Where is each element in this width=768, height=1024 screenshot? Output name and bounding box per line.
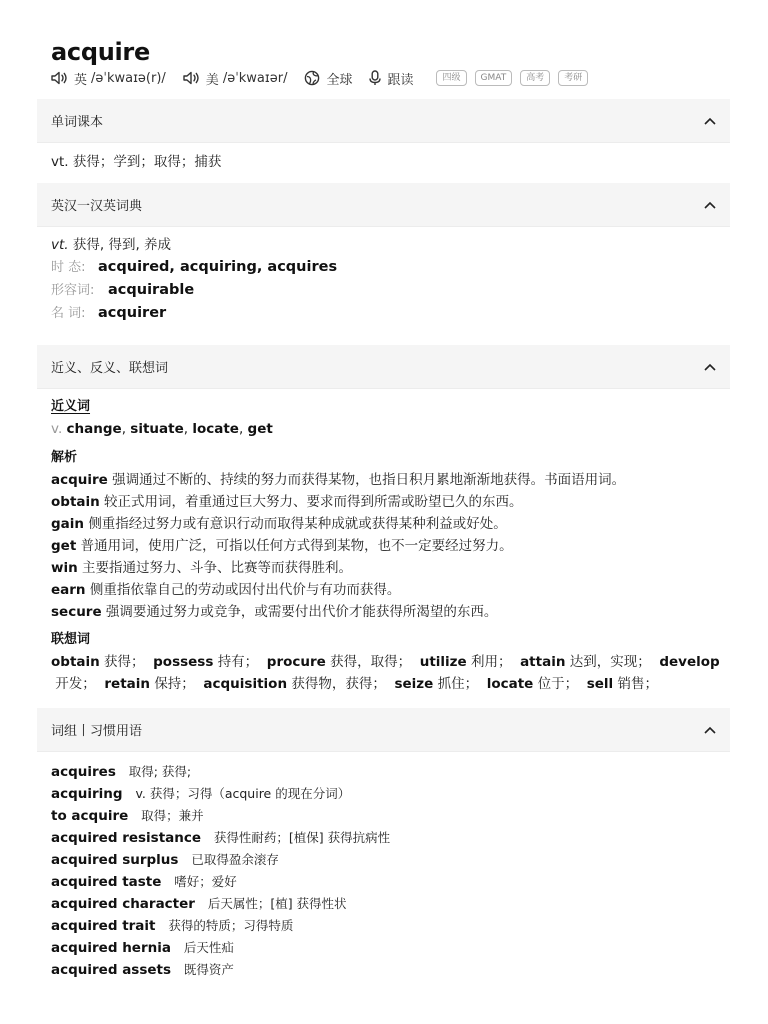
section-header-synonyms[interactable] xyxy=(37,345,730,389)
definition: 获得, 得到, 养成 xyxy=(72,237,172,253)
phrase-row xyxy=(51,761,768,783)
analysis-row xyxy=(51,601,768,623)
association-word[interactable]: retain xyxy=(104,676,151,692)
phrase-row xyxy=(51,893,768,915)
association-word[interactable]: locate xyxy=(486,676,534,692)
phrase[interactable]: acquired surplus xyxy=(51,852,179,868)
association-word[interactable]: seize xyxy=(394,676,434,692)
synonym-link[interactable]: situate xyxy=(130,421,184,437)
microphone-icon xyxy=(369,70,381,86)
global-pronunciation-button[interactable] xyxy=(304,69,352,88)
phrase[interactable]: to acquire xyxy=(51,808,129,824)
analysis-word[interactable]: get xyxy=(51,538,77,554)
phrase[interactable]: acquiring xyxy=(51,786,123,802)
headword: acquire xyxy=(51,38,150,66)
phrase-meaning: 取得; 获得; xyxy=(128,764,192,779)
section-title: 近义、反义、联想词 xyxy=(51,361,169,376)
analysis-row xyxy=(51,469,768,491)
synonym-link[interactable]: get xyxy=(247,421,273,437)
association-word[interactable]: sell xyxy=(586,676,614,692)
section-header-en-cn-dictionary[interactable] xyxy=(37,183,730,227)
definition-line xyxy=(51,234,768,256)
phrase[interactable]: acquired resistance xyxy=(51,830,202,846)
association-text: 位于； xyxy=(537,676,579,692)
association-word[interactable]: acquisition xyxy=(203,676,288,692)
section-title: 词组丨习惯用语 xyxy=(51,724,143,739)
globe-icon xyxy=(304,70,320,86)
phrase-meaning: 已取得盈余滚存 xyxy=(191,852,279,867)
phrase[interactable]: acquired character xyxy=(51,896,195,912)
exam-tag: 考研 xyxy=(558,70,588,86)
us-ipa: /əˈkwaɪər/ xyxy=(222,70,288,86)
analysis-heading: 解析 xyxy=(51,450,78,465)
synonym-link[interactable]: change xyxy=(66,421,122,437)
phrase[interactable]: acquired trait xyxy=(51,918,156,934)
association-text: 获得物，获得； xyxy=(291,676,386,692)
chevron-up-icon xyxy=(704,117,716,125)
analysis-word[interactable]: gain xyxy=(51,516,85,532)
association-text: 利用； xyxy=(470,654,512,670)
analysis-row xyxy=(51,579,768,601)
word-form-row xyxy=(51,256,768,279)
analysis-word[interactable]: acquire xyxy=(51,472,108,488)
form-label: 名 词: xyxy=(51,306,86,321)
phrase-row xyxy=(51,849,768,871)
phrase-meaning: 后天性疝 xyxy=(183,940,234,955)
part-of-speech: vt. xyxy=(51,237,69,253)
chevron-up-icon xyxy=(704,201,716,209)
association-word[interactable]: develop xyxy=(659,654,720,670)
association-text: 持有； xyxy=(217,654,259,670)
global-label: 全球 xyxy=(326,72,353,88)
speaker-icon xyxy=(183,71,200,85)
analysis-text: 普通用词，使用广泛，可指以任何方式得到某物，也不一定要经过努力。 xyxy=(80,538,513,554)
phrase[interactable]: acquired taste xyxy=(51,874,162,890)
analysis-word[interactable]: secure xyxy=(51,604,102,620)
speaker-icon xyxy=(51,71,68,85)
exam-tags xyxy=(436,70,596,86)
analysis-text: 侧重指依靠自己的劳动或因付出代价与有功而获得。 xyxy=(89,582,401,598)
exam-tag: 四级 xyxy=(436,70,466,86)
section-header-phrases[interactable] xyxy=(37,708,730,752)
form-label: 时 态: xyxy=(51,260,86,275)
association-text: 抓住； xyxy=(437,676,479,692)
phrase[interactable]: acquired assets xyxy=(51,962,172,978)
follow-read-label: 跟读 xyxy=(387,72,414,88)
analysis-text: 强调通过不断的、持续的努力而获得某物，也指日积月累地渐渐地获得。书面语用词。 xyxy=(112,472,626,488)
analysis-row xyxy=(51,491,768,513)
analysis-word[interactable]: win xyxy=(51,560,78,576)
analysis-row xyxy=(51,557,768,579)
section-body-en-cn-dictionary xyxy=(0,227,768,336)
section-body-textbook xyxy=(0,143,768,183)
phrase-row xyxy=(51,871,768,893)
synonym-link[interactable]: locate xyxy=(192,421,239,437)
associations-heading: 联想词 xyxy=(51,632,91,647)
form-value: acquired, acquiring, acquires xyxy=(98,259,338,275)
section-body-phrases xyxy=(0,752,768,981)
phrase-meaning: v. 获得；习得（acquire 的现在分词） xyxy=(135,786,351,801)
section-body-synonyms xyxy=(0,389,768,708)
section-title: 英汉一汉英词典 xyxy=(51,199,143,214)
association-text: 销售； xyxy=(617,676,658,692)
phrase[interactable]: acquired hernia xyxy=(51,940,171,956)
uk-ipa: /əˈkwaɪə(r)/ xyxy=(91,70,166,86)
chevron-up-icon xyxy=(704,726,716,734)
phrase-meaning: 取得；兼并 xyxy=(141,808,204,823)
analysis-text: 侧重指经过努力或有意识行动而取得某种成就或获得某种利益或好处。 xyxy=(88,516,507,532)
follow-read-button[interactable] xyxy=(369,69,413,88)
phrase-row xyxy=(51,937,768,959)
association-text: 保持； xyxy=(154,676,195,692)
pronunciation-bar xyxy=(51,67,768,89)
association-word[interactable]: attain xyxy=(520,654,566,670)
association-text: 获得； xyxy=(104,654,145,670)
synonyms-heading: 近义词 xyxy=(51,399,91,414)
association-word[interactable]: utilize xyxy=(419,654,467,670)
phrase-meaning: 获得的特质；习得特质 xyxy=(168,918,294,933)
word-header xyxy=(0,0,768,89)
phrase[interactable]: acquires xyxy=(51,764,116,780)
associations-row xyxy=(51,651,768,673)
word-form-row xyxy=(51,279,768,302)
exam-tag: GMAT xyxy=(475,70,513,86)
analysis-text: 较正式用词，着重通过巨大努力、要求而得到所需或盼望已久的东西。 xyxy=(104,494,523,510)
association-text: 获得，取得； xyxy=(330,654,412,670)
synonyms-row: v. change, situate, locate, get xyxy=(51,421,273,437)
association-word[interactable]: possess xyxy=(153,654,214,670)
analysis-text: 主要指通过努力、斗争、比赛等而获得胜利。 xyxy=(82,560,353,576)
phrase-meaning: 获得性耐药；[植保] 获得抗病性 xyxy=(213,830,391,845)
form-value: acquirer xyxy=(98,305,167,321)
chevron-up-icon xyxy=(704,363,716,371)
word-form-row xyxy=(51,302,768,325)
phrase-meaning: 既得资产 xyxy=(183,962,234,977)
analysis-row xyxy=(51,535,768,557)
association-text: 开发； xyxy=(55,676,96,692)
uk-label: 英 xyxy=(74,72,88,88)
exam-tag: 高考 xyxy=(520,70,550,86)
associations-row xyxy=(51,673,768,695)
association-text: 达到，实现； xyxy=(569,654,651,670)
definition: vt. 获得；学到；取得；捕获 xyxy=(51,154,222,170)
part-of-speech: v. xyxy=(51,421,63,437)
us-pronunciation-button[interactable] xyxy=(183,69,288,88)
uk-pronunciation-button[interactable] xyxy=(51,69,166,88)
form-value: acquirable xyxy=(108,282,195,298)
phrase-row xyxy=(51,915,768,937)
phrase-row xyxy=(51,783,768,805)
analysis-row xyxy=(51,513,768,535)
us-label: 美 xyxy=(205,72,219,88)
section-title: 单词课本 xyxy=(51,115,104,130)
phrase-row xyxy=(51,827,768,849)
phrase-row xyxy=(51,959,768,981)
analysis-text: 强调要通过努力或竞争，或需要付出代价才能获得所渴望的东西。 xyxy=(105,604,498,620)
phrase-row xyxy=(51,805,768,827)
form-label: 形容词: xyxy=(51,283,95,298)
phrase-meaning: 后天属性；[植] 获得性状 xyxy=(207,896,347,911)
analysis-word[interactable]: obtain xyxy=(51,494,100,510)
section-header-textbook[interactable] xyxy=(37,99,730,143)
association-word[interactable]: procure xyxy=(266,654,326,670)
phrase-meaning: 嗜好；爱好 xyxy=(174,874,237,889)
analysis-word[interactable]: earn xyxy=(51,582,86,598)
association-word[interactable]: obtain xyxy=(51,654,100,670)
